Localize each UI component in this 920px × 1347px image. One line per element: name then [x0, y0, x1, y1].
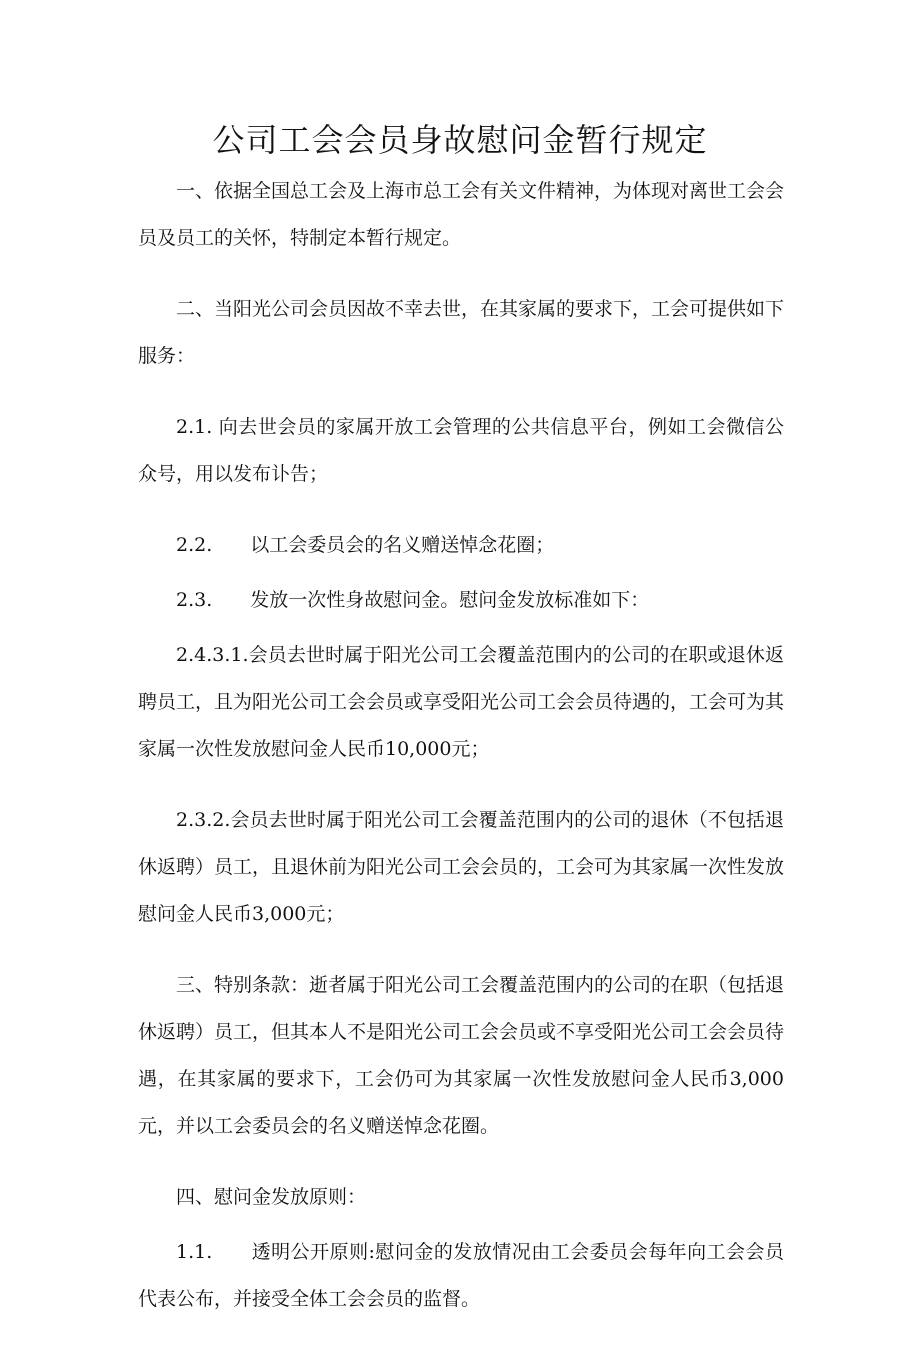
paragraph-item-2-2: 2.2. 以工会委员会的名义赠送悼念花圈； — [176, 534, 555, 556]
paragraph-principles-heading: 四、慰问金发放原则： — [176, 1186, 367, 1208]
paragraph-item-1-1: 1.1. 透明公开原则:慰问金的发放情况由工会委员会每年向工会会员代表公布，并接受全体工会会员的监督。 — [138, 1241, 784, 1310]
paragraph-item-2-4-3-1: 2.4.3.1.会员去世时属于阳光公司工会覆盖范围内的公司的在职或退休返聘员工，且为阳光公司工会会员或享受阳光公司工会会员待遇的，工会可为其家属一次性发放慰问金人民币10,000元； — [138, 644, 785, 760]
paragraph-item-2-1: 2.1. 向去世会员的家属开放工会管理的公共信息平台，例如工会微信公众号，用以发布讣告； — [138, 416, 784, 485]
document-title: 公司工会会员身故慰问金暂行规定 — [212, 121, 708, 159]
paragraph-special-clause: 三、特别条款：逝者属于阳光公司工会覆盖范围内的公司的在职（包括退休返聘）员工，但其本人不是阳光公司工会会员或不享受阳光公司工会会员待遇，在其家属的要求下，工会仍可为其家属一次性发放慰问金人民币3,000元，并以工会委员会的名义赠送悼念花圈。 — [138, 974, 785, 1137]
paragraph-item-2-3: 2.3. 发放一次性身故慰问金。慰问金发放标准如下： — [176, 589, 650, 611]
paragraph-basis: 一、依据全国总工会及上海市总工会有关文件精神，为体现对离世工会会员及员工的关怀，特制定本暂行规定。 — [138, 180, 785, 249]
paragraph-item-2-3-2: 2.3.2.会员去世时属于阳光公司工会覆盖范围内的公司的退休（不包括退休返聘）员工，且退休前为阳光公司工会会员的，工会可为其家属一次性发放慰问金人民币3,000元； — [138, 809, 785, 925]
paragraph-services-intro: 二、当阳光公司会员因故不幸去世，在其家属的要求下，工会可提供如下服务： — [138, 298, 785, 367]
document-body — [138, 168, 784, 1347]
